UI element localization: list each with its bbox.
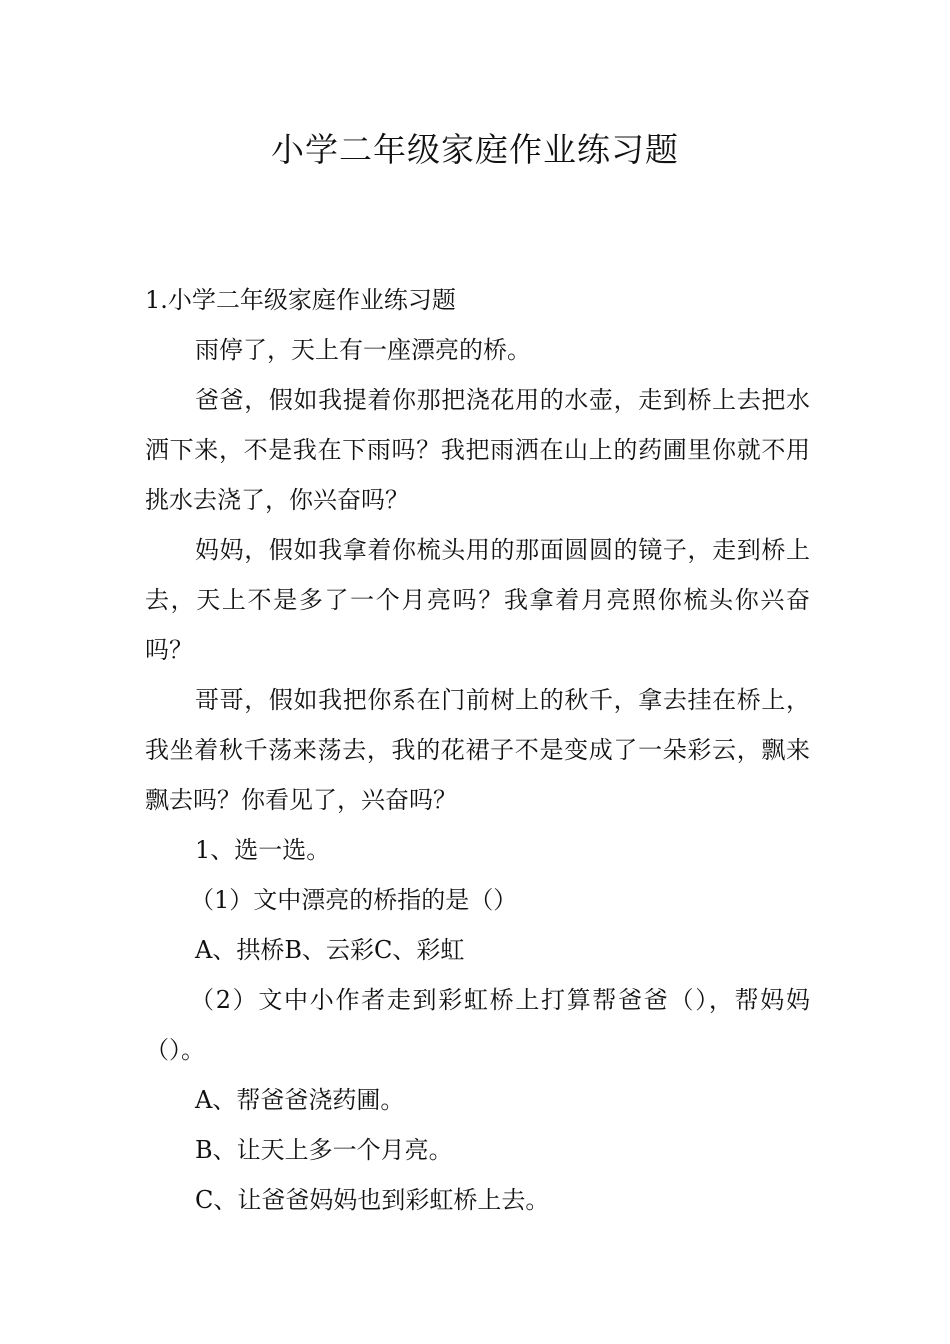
question-2-option: C、让爸爸妈妈也到彩虹桥上去。 bbox=[195, 1186, 550, 1214]
document-title: 小学二年级家庭作业练习题 bbox=[271, 130, 679, 169]
paragraph: 哥哥，假如我把你系在门前树上的秋千，拿去挂在桥上，我坐着秋千荡来荡去，我的花裙子不是变成了一朵彩云，飘来飘去吗？你看见了，兴奋吗？ bbox=[145, 686, 810, 814]
paragraph: 爸爸，假如我提着你那把浇花用的水壶，走到桥上去把水洒下来，不是我在下雨吗？我把雨洒在山上的药圃里你就不用挑水去浇了，你兴奋吗？ bbox=[145, 386, 810, 514]
paragraph: 妈妈，假如我拿着你梳头用的那面圆圆的镜子，走到桥上去，天上不是多了一个月亮吗？我拿着月亮照你梳头你兴奋吗？ bbox=[145, 536, 810, 664]
question-1-options: A、拱桥B、云彩C、彩虹 bbox=[195, 936, 465, 964]
question-1: （1）文中漂亮的桥指的是（） bbox=[190, 886, 518, 914]
question-2-option: A、帮爸爸浇药圃。 bbox=[195, 1086, 405, 1114]
paragraph: 雨停了，天上有一座漂亮的桥。 bbox=[195, 336, 531, 364]
exercise-heading: 1、选一选。 bbox=[195, 836, 331, 864]
section-heading: 1.小学二年级家庭作业练习题 bbox=[145, 286, 456, 314]
question-2-option: B、让天上多一个月亮。 bbox=[195, 1136, 453, 1164]
question-2: （2）文中小作者走到彩虹桥上打算帮爸爸（），帮妈妈（）。 bbox=[145, 986, 810, 1064]
document-body bbox=[145, 275, 810, 1225]
